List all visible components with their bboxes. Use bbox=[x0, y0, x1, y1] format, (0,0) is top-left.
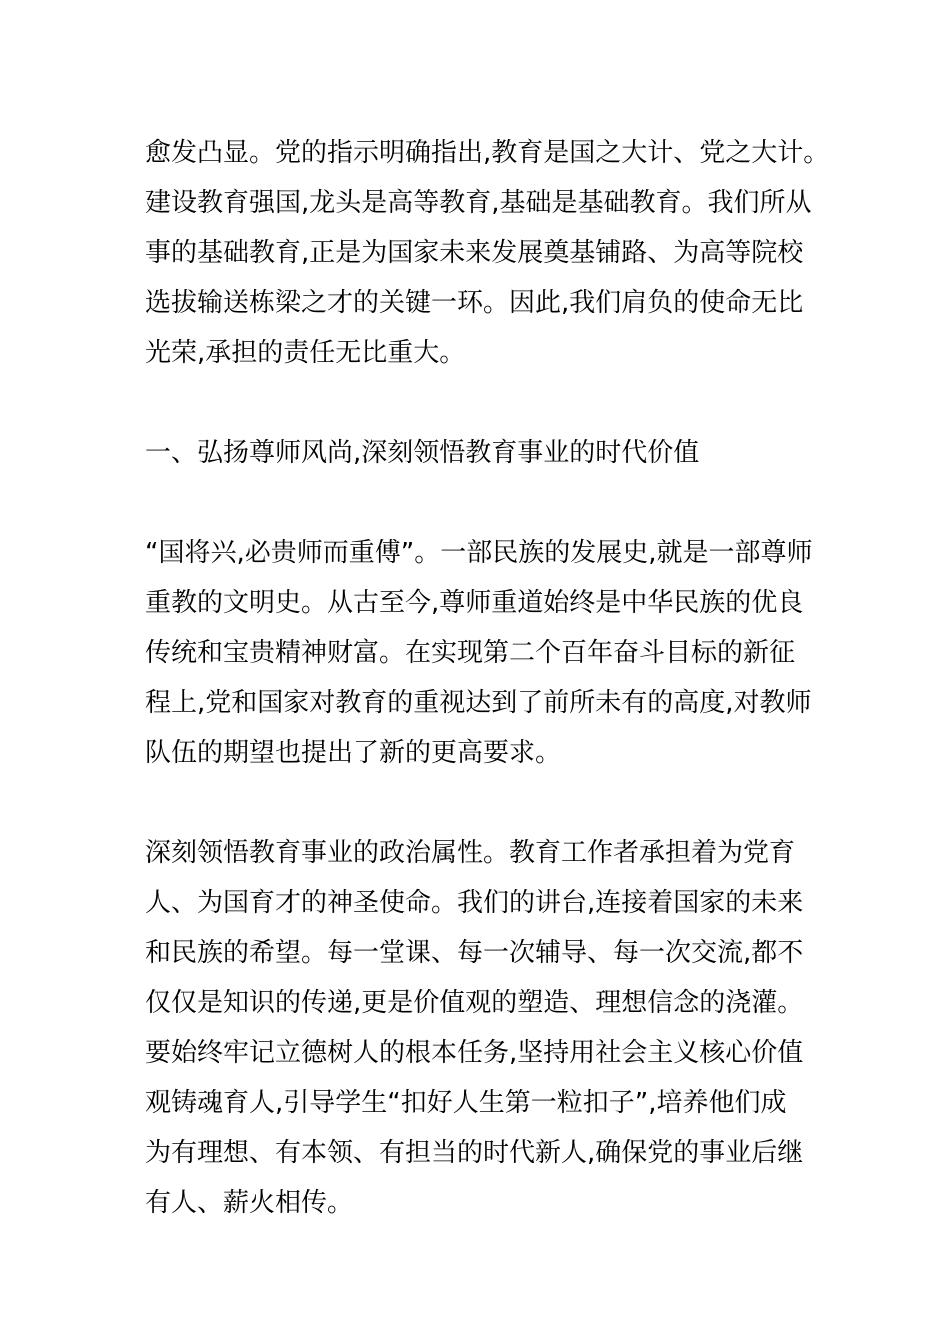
text-line: 愈发凸显。党的指示明确指出,教育是国之大计、党之大计。 bbox=[145, 138, 830, 168]
section-heading bbox=[145, 428, 815, 478]
text-line: 程上,党和国家对教育的重视达到了前所未有的高度,对教师 bbox=[145, 688, 812, 718]
text-line: 和民族的希望。每一堂课、每一次辅导、每一次交流,都不 bbox=[145, 938, 804, 968]
text-line: 观铸魂育人,引导学生“扣好人生第一粒扣子”,培养他们成 bbox=[145, 1088, 787, 1118]
text-line: 传统和宝贵精神财富。在实现第二个百年奋斗目标的新征 bbox=[145, 638, 796, 668]
text-line: 建设教育强国,龙头是高等教育,基础是基础教育。我们所从 bbox=[145, 188, 812, 218]
text-line: 为有理想、有本领、有担当的时代新人,确保党的事业后继 bbox=[145, 1138, 804, 1168]
text-line: “国将兴,必贵师而重傅”。一部民族的发展史,就是一部尊师 bbox=[145, 538, 813, 568]
text-line: 队伍的期望也提出了新的更高要求。 bbox=[145, 738, 562, 768]
text-line: 光荣,承担的责任无比重大。 bbox=[145, 338, 466, 368]
text-line: 人、为国育才的神圣使命。我们的讲台,连接着国家的未来 bbox=[145, 888, 804, 918]
text-line: 要始终牢记立德树人的根本任务,坚持用社会主义核心价值 bbox=[145, 1038, 804, 1068]
text-line: 重教的文明史。从古至今,尊师重道始终是中华民族的优良 bbox=[145, 588, 804, 618]
text-line: 选拔输送栋梁之才的关键一环。因此,我们肩负的使命无比 bbox=[145, 288, 804, 318]
paragraph-spacer bbox=[145, 478, 815, 528]
paragraph-spacer bbox=[145, 378, 815, 428]
paragraph-3 bbox=[145, 828, 815, 1228]
text-line: 仅仅是知识的传递,更是价值观的塑造、理想信念的浇灌。 bbox=[145, 988, 804, 1018]
paragraph-2 bbox=[145, 528, 815, 778]
text-line: 有人、薪火相传。 bbox=[145, 1188, 354, 1218]
text-line: 事的基础教育,正是为国家未来发展奠基铺路、为高等院校 bbox=[145, 238, 804, 268]
document-body bbox=[145, 128, 830, 1228]
text-line: 深刻领悟教育事业的政治属性。教育工作者承担着为党育 bbox=[145, 838, 796, 868]
paragraph-1 bbox=[145, 128, 830, 378]
section-heading-text: 一、弘扬尊师风尚,深刻领悟教育事业的时代价值 bbox=[145, 438, 700, 468]
paragraph-spacer bbox=[145, 778, 815, 828]
